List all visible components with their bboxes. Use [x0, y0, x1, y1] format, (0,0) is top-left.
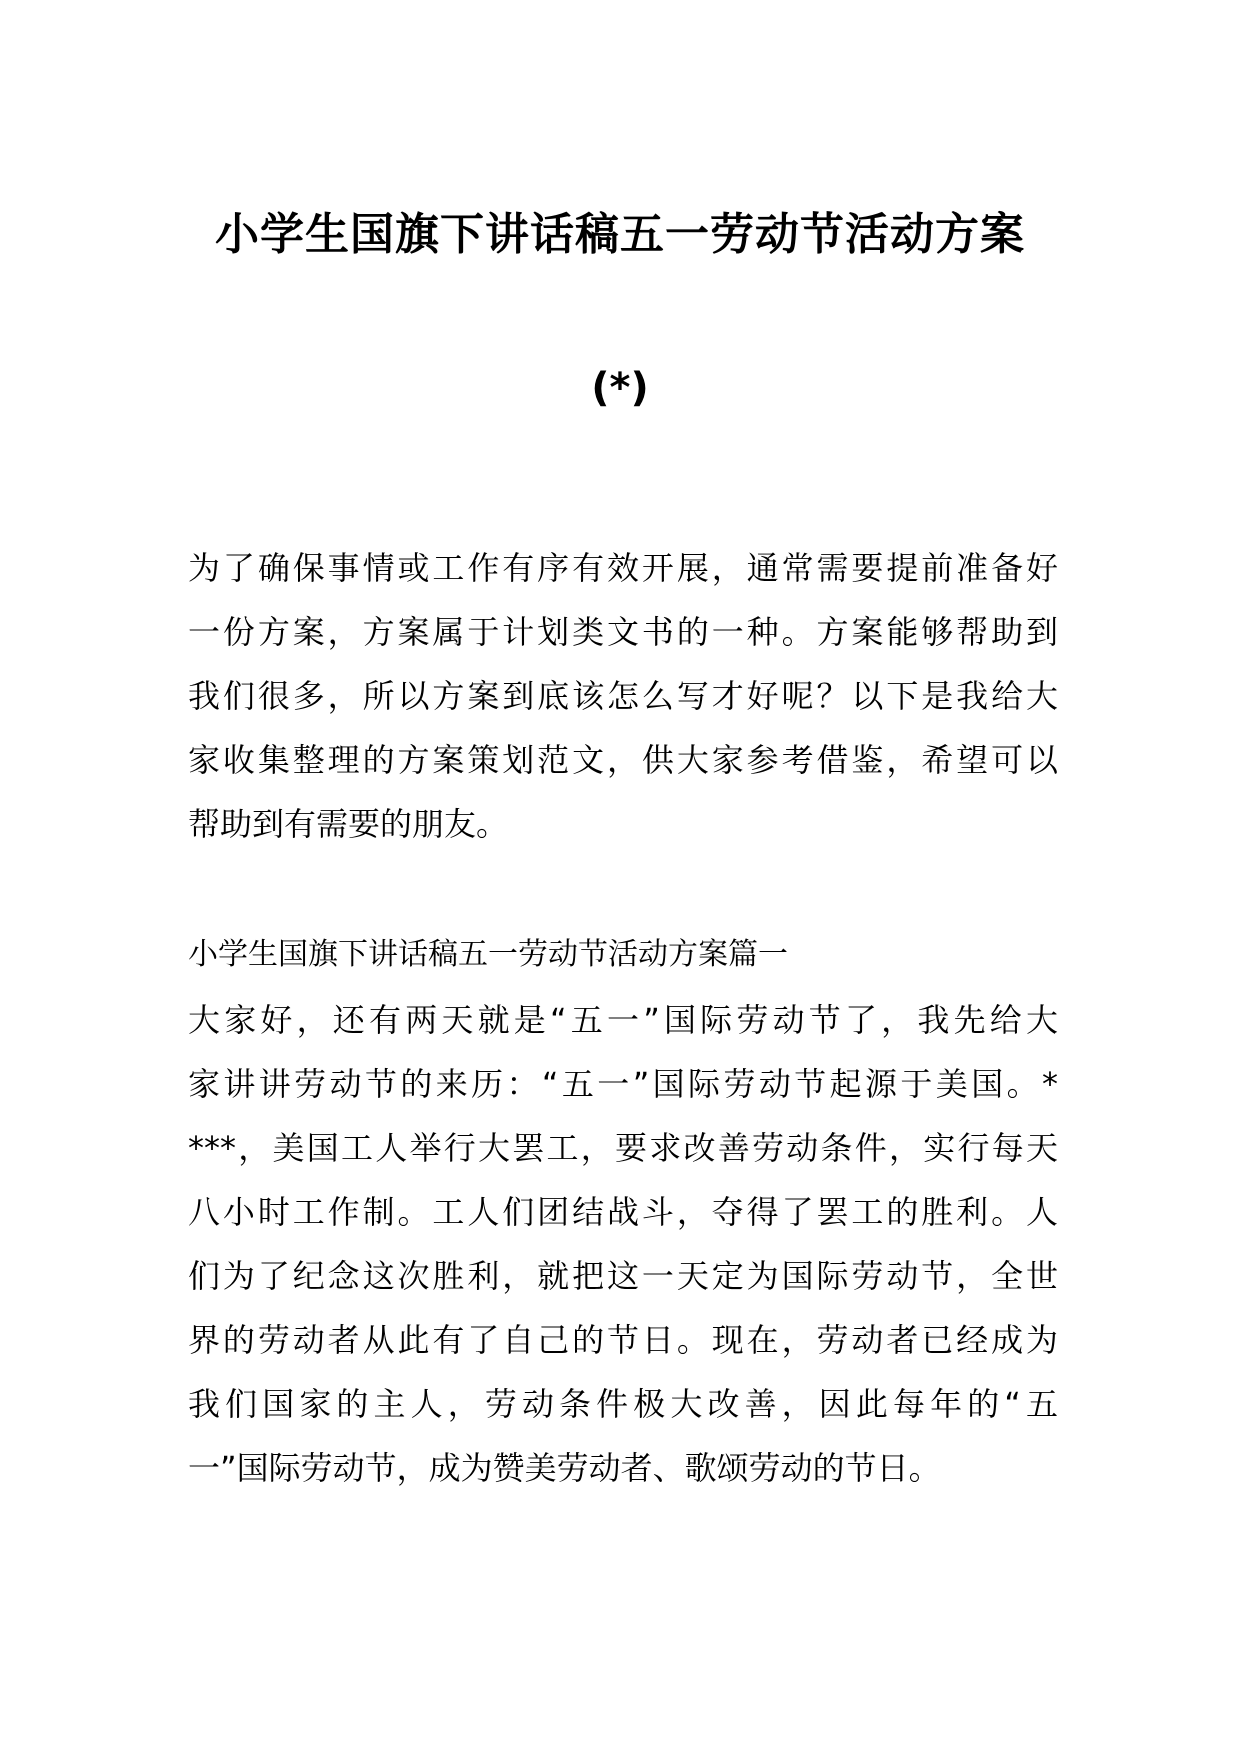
body-line: 一”国际劳动节，成为赞美劳动者、歌颂劳动的节日。	[188, 1449, 941, 1487]
body-line: 家讲讲劳动节的来历：“五一”国际劳动节起源于美国。*	[188, 1065, 1058, 1103]
body-line: 大家好，还有两天就是“五一”国际劳动节了，我先给大	[188, 1001, 1058, 1039]
section-heading: 小学生国旗下讲话稿五一劳动节活动方案篇一	[188, 937, 788, 972]
document-subtitle: (*)	[591, 365, 649, 411]
body-line: 们为了纪念这次胜利，就把这一天定为国际劳动节，全世	[188, 1257, 1058, 1295]
body-paragraph	[188, 988, 1058, 1500]
body-line: 界的劳动者从此有了自己的节日。现在，劳动者已经成为	[188, 1321, 1058, 1359]
intro-line: 为了确保事情或工作有序有效开展，通常需要提前准备好	[188, 549, 1058, 587]
intro-paragraph	[188, 536, 1058, 856]
intro-line: 我们很多，所以方案到底该怎么写才好呢？以下是我给大	[188, 677, 1058, 715]
body-line: ***，美国工人举行大罢工，要求改善劳动条件，实行每天	[188, 1129, 1058, 1167]
body-line: 我们国家的主人，劳动条件极大改善，因此每年的“五	[188, 1385, 1058, 1423]
body-line: 八小时工作制。工人们团结战斗，夺得了罢工的胜利。人	[188, 1193, 1058, 1231]
intro-line: 家收集整理的方案策划范文，供大家参考借鉴，希望可以	[188, 741, 1058, 779]
intro-line: 一份方案，方案属于计划类文书的一种。方案能够帮助到	[188, 613, 1058, 651]
intro-line: 帮助到有需要的朋友。	[188, 805, 509, 843]
document-title: 小学生国旗下讲话稿五一劳动节活动方案	[215, 209, 1025, 260]
